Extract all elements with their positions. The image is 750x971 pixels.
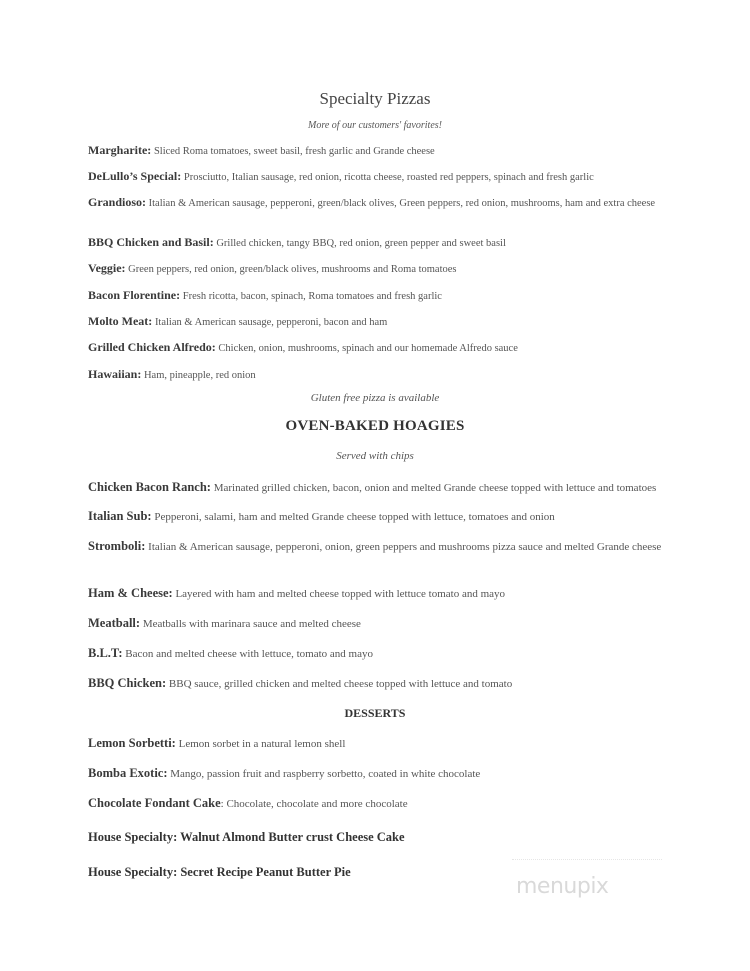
menu-item [88, 675, 663, 693]
menu-item [88, 288, 663, 304]
menu-item [88, 169, 663, 185]
menu-item [88, 585, 663, 603]
item-name: B.L.T: [88, 646, 123, 660]
item-desc: Bacon and melted cheese with lettuce, tomato and mayo [122, 648, 373, 660]
menu-item [88, 367, 663, 383]
menu-item [88, 479, 663, 497]
hoagies-subtitle: Served with chips [336, 450, 414, 462]
item-desc: Sliced Roma tomatoes, sweet basil, fresh garlic and Grande cheese [151, 146, 435, 157]
item-name: Bacon Florentine: [88, 288, 181, 302]
item-desc: Pepperoni, salami, ham and melted Grande cheese topped with lettuce, tomatoes and onion [151, 511, 555, 523]
item-name: DeLullo’s Special: [88, 169, 182, 183]
menu-item [88, 340, 663, 356]
menu-item [88, 235, 663, 251]
pizzas-title: Specialty Pizzas [319, 89, 431, 108]
item-name: Meatball: [88, 616, 141, 630]
item-name: Chocolate Fondant Cake [88, 796, 221, 810]
item-desc: Grilled chicken, tangy BBQ, red onion, green pepper and sweet basil [213, 238, 506, 249]
item-name: Grandioso: [88, 195, 147, 209]
item-name: Grilled Chicken Alfredo: [88, 340, 216, 354]
item-name: BBQ Chicken and Basil: [88, 235, 214, 249]
item-desc: Prosciutto, Italian sausage, red onion, ricotta cheese, roasted red peppers, spinach and fresh garlic [181, 172, 594, 183]
item-desc: Meatballs with marinara sauce and melted cheese [140, 618, 361, 630]
menu-item [88, 143, 663, 159]
item-name: Ham & Cheese: [88, 586, 173, 600]
item-desc: Italian & American sausage, pepperoni, onion, green peppers and mushrooms pizza sauce and melted Grande cheese [145, 541, 662, 553]
hoagies-title: OVEN-BAKED HOAGIES [285, 418, 465, 434]
item-name: Italian Sub: [88, 509, 152, 523]
menu-item [88, 765, 663, 783]
item-name: Lemon Sorbetti: [88, 736, 176, 750]
menu-item [88, 538, 663, 556]
item-desc: Mango, passion fruit and raspberry sorbetto, coated in white chocolate [167, 768, 481, 780]
item-desc: BBQ sauce, grilled chicken and melted cheese topped with lettuce and tomato [166, 678, 513, 690]
item-name: Margharite: [88, 143, 152, 157]
menupix-watermark: menupix [516, 874, 609, 899]
item-desc: Layered with ham and melted cheese topped with lettuce tomato and mayo [172, 588, 506, 600]
item-name: Chicken Bacon Ranch: [88, 480, 211, 494]
item-desc: Chicken, onion, mushrooms, spinach and our homemade Alfredo sauce [215, 343, 518, 354]
house-specialty: House Specialty: Walnut Almond Butter crust Cheese Cake [88, 830, 405, 844]
item-desc: Lemon sorbet in a natural lemon shell [175, 738, 346, 750]
item-name: Bomba Exotic: [88, 766, 168, 780]
item-name: Veggie: [88, 261, 126, 275]
desserts-title: DESSERTS [344, 706, 406, 720]
item-name: BBQ Chicken: [88, 676, 167, 690]
menu-item [88, 735, 663, 753]
item-desc: Italian & American sausage, pepperoni, green/black olives, Green peppers, red onion, mushrooms, ham and extra cheese [146, 198, 656, 209]
pizzas-subtitle: More of our customers' favorites! [308, 120, 442, 131]
item-desc: Marinated grilled chicken, bacon, onion and melted Grande cheese topped with lettuce and tomatoes [210, 482, 657, 494]
menu-item [88, 795, 663, 813]
item-desc: Italian & American sausage, pepperoni, bacon and ham [152, 317, 388, 328]
menu-item [88, 195, 663, 211]
item-desc: Ham, pineapple, red onion [141, 370, 256, 381]
item-name: Molto Meat: [88, 314, 153, 328]
menu-item [88, 314, 663, 330]
item-desc: Fresh ricotta, bacon, spinach, Roma tomatoes and fresh garlic [180, 291, 442, 302]
house-specialty: House Specialty: Secret Recipe Peanut Butter Pie [88, 865, 351, 879]
watermark-divider [512, 859, 662, 861]
item-desc: : Chocolate, chocolate and more chocolate [220, 798, 408, 810]
gluten-free-note: Gluten free pizza is available [310, 392, 440, 404]
item-desc: Green peppers, red onion, green/black olives, mushrooms and Roma tomatoes [125, 264, 457, 275]
item-name: Stromboli: [88, 539, 146, 553]
menu-item [88, 615, 663, 633]
item-name: Hawaiian: [88, 367, 142, 381]
menu-item [88, 261, 663, 277]
menu-item [88, 508, 663, 526]
menu-item [88, 645, 663, 663]
